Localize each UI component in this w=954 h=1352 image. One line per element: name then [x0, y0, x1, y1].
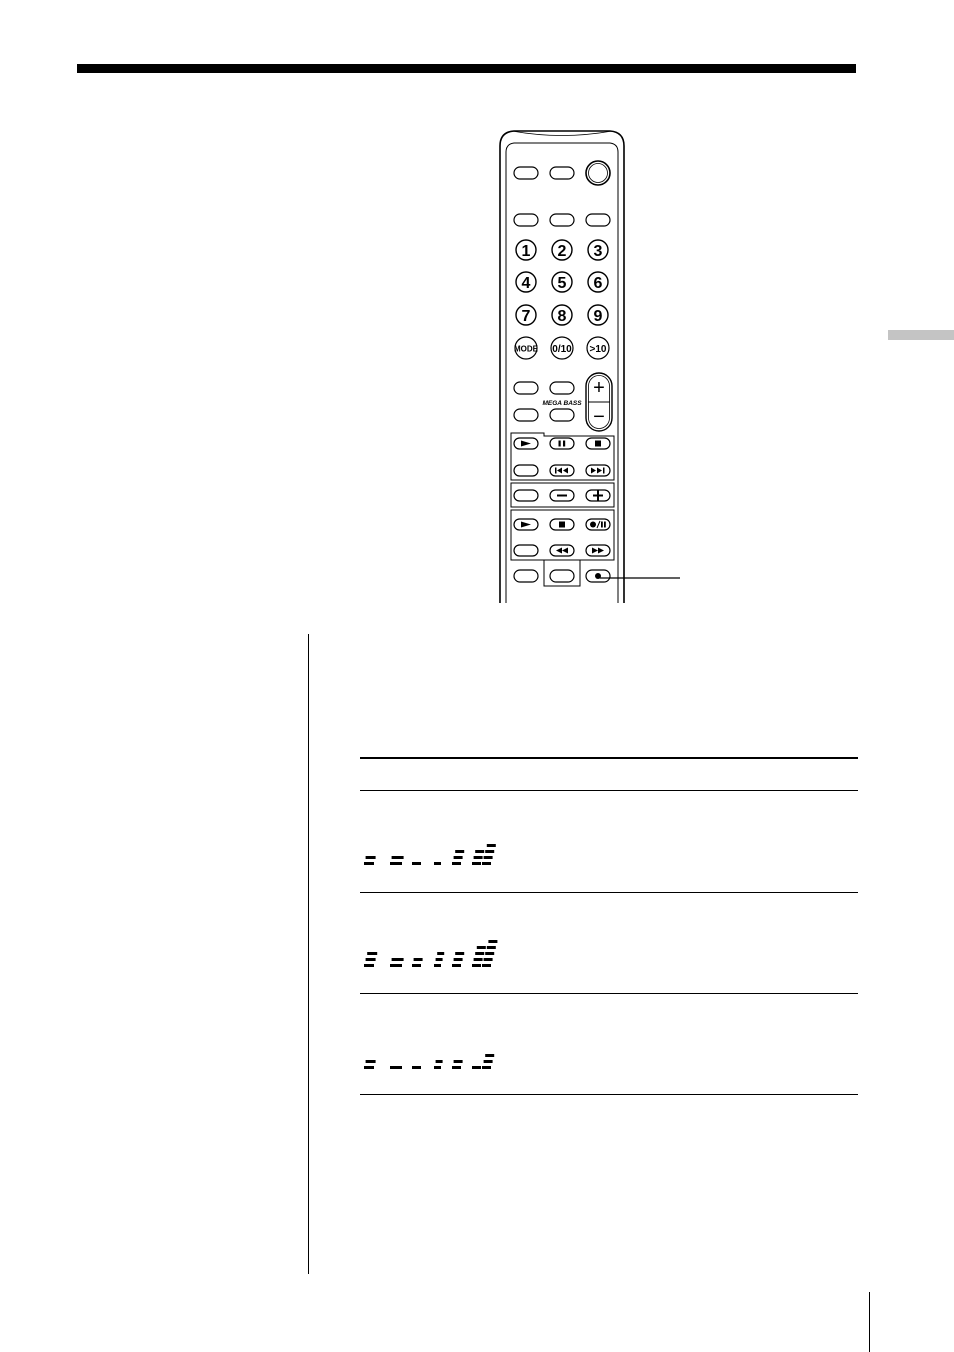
- eq-segment: [414, 958, 423, 961]
- eq-segment: [366, 856, 376, 859]
- eq-band: [434, 952, 444, 967]
- number-key-1[interactable]: [516, 240, 536, 260]
- eq-segment: [482, 964, 491, 967]
- previous-track-icon: [555, 468, 568, 474]
- bottom-key-2[interactable]: [550, 570, 574, 582]
- tape-fast-forward-button[interactable]: [586, 545, 610, 556]
- eq-band: [472, 1066, 481, 1069]
- svg-text:5: 5: [557, 275, 567, 292]
- plus-icon: [593, 491, 603, 501]
- eq-segment: [472, 862, 481, 865]
- mega-bass-label: MEGA BASS: [542, 400, 582, 407]
- tape-rewind-button[interactable]: [550, 545, 574, 556]
- power-button[interactable]: [586, 161, 610, 185]
- eq-segment: [367, 952, 377, 955]
- svg-text:6: 6: [593, 275, 603, 292]
- cd-previous-button[interactable]: [550, 465, 574, 476]
- eq-segment: [392, 958, 404, 961]
- fast-forward-icon: [592, 548, 604, 554]
- eq-segment: [482, 862, 491, 865]
- number-key-9[interactable]: [588, 305, 608, 325]
- tuner-plus-button[interactable]: [586, 490, 610, 501]
- zero-ten-key[interactable]: [551, 337, 573, 359]
- cd-blank-key[interactable]: [514, 465, 538, 476]
- eq-segment: [487, 844, 496, 847]
- number-key-8[interactable]: [552, 305, 572, 325]
- eq-segment: [452, 1066, 461, 1069]
- svg-text:9: 9: [593, 308, 603, 325]
- number-keypad: [516, 240, 608, 325]
- number-key-3[interactable]: [588, 240, 608, 260]
- eq-band: [364, 1060, 376, 1069]
- function-key-3[interactable]: [586, 214, 610, 226]
- eq-segment: [474, 856, 483, 859]
- eq-segment: [477, 946, 486, 949]
- eq-segment: [488, 940, 497, 943]
- eq-band: [482, 940, 497, 967]
- greater-than-ten-key[interactable]: [587, 337, 609, 359]
- number-key-2[interactable]: [552, 240, 572, 260]
- eq-segment: [412, 1066, 421, 1069]
- sleep-key[interactable]: [514, 409, 538, 421]
- eq-segment: [474, 958, 483, 961]
- eq-band: [452, 850, 464, 865]
- eq-band: [452, 1060, 463, 1069]
- eq-segment: [436, 958, 443, 961]
- number-key-5[interactable]: [552, 272, 572, 292]
- eq-segment: [487, 946, 496, 949]
- stop-icon: [559, 522, 565, 528]
- svg-text:7: 7: [521, 308, 531, 325]
- eq-band: [412, 862, 421, 865]
- volume-rocker[interactable]: [586, 373, 612, 431]
- stop-icon: [595, 441, 601, 447]
- eq-segment: [484, 856, 493, 859]
- eq-band: [434, 1060, 443, 1069]
- pause-icon: [559, 441, 561, 447]
- eq-segment: [475, 850, 484, 853]
- svg-text:8: 8: [557, 308, 567, 325]
- eq-curve-display: [360, 1030, 510, 1070]
- eq-segment: [475, 952, 484, 955]
- eq-segment: [390, 1066, 402, 1069]
- top-oval-key-2[interactable]: [550, 167, 574, 179]
- eq-segment: [366, 1060, 376, 1063]
- eq-segment: [455, 850, 464, 853]
- eq-segment: [390, 862, 402, 865]
- table-row-rule: [360, 892, 858, 893]
- eq-segment: [482, 1066, 491, 1069]
- eq-segment: [412, 964, 421, 967]
- record-pause-icon: [590, 521, 606, 528]
- eq-segment: [412, 862, 421, 865]
- mega-bass-key[interactable]: [550, 382, 574, 394]
- timer-key[interactable]: [550, 409, 574, 421]
- eq-segment: [472, 964, 481, 967]
- remote-control-illustration: [492, 128, 632, 603]
- number-key-7[interactable]: [516, 305, 536, 325]
- eq-segment: [437, 952, 444, 955]
- eq-segment: [472, 1066, 481, 1069]
- play-icon: [521, 441, 531, 447]
- eq-band: [390, 856, 404, 865]
- tuner-blank-key[interactable]: [514, 490, 538, 501]
- top-oval-key-1[interactable]: [514, 167, 538, 179]
- eq-band: [482, 1054, 494, 1069]
- svg-text:1: 1: [521, 243, 531, 260]
- tape-blank-key[interactable]: [514, 545, 538, 556]
- next-track-icon: [591, 468, 605, 474]
- cd-pause-button[interactable]: [550, 438, 574, 449]
- eq-segment: [485, 1054, 494, 1057]
- svg-text:>10: >10: [589, 344, 607, 355]
- rewind-icon: [556, 548, 568, 554]
- eq-segment: [434, 964, 441, 967]
- eq-segment: [452, 862, 461, 865]
- cd-stop-button[interactable]: [586, 438, 610, 449]
- eq-segment: [455, 952, 464, 955]
- svg-text:MODE: MODE: [514, 344, 538, 354]
- eq-segment: [392, 856, 404, 859]
- eq-segment: [484, 1060, 493, 1063]
- callout-leader-line: [600, 576, 680, 580]
- cd-next-button[interactable]: [586, 465, 610, 476]
- eq-segment: [454, 1060, 463, 1063]
- eq-segment: [434, 862, 441, 865]
- eq-band: [434, 862, 441, 865]
- margin-rule: [308, 634, 309, 1274]
- section-header-rule: [77, 64, 856, 73]
- function-key-1[interactable]: [514, 214, 538, 226]
- chapter-tab: [888, 330, 954, 340]
- page-number-rule: [869, 1292, 870, 1352]
- eq-segment: [434, 1066, 441, 1069]
- mode-key[interactable]: [514, 337, 539, 359]
- eq-segment: [364, 964, 374, 967]
- tape-stop-button[interactable]: [550, 519, 574, 530]
- svg-text:2: 2: [557, 243, 567, 260]
- eq-band: [390, 1066, 402, 1069]
- eq-band: [390, 958, 404, 967]
- table-bottom-rule: [360, 1094, 858, 1095]
- eq-curve-display: [360, 826, 510, 866]
- eq-segment: [366, 958, 376, 961]
- eq-band: [412, 958, 423, 967]
- eq-band: [452, 952, 464, 967]
- volume-minus-icon: −: [593, 406, 605, 428]
- volume-plus-icon: +: [593, 377, 605, 399]
- eq-segment: [484, 958, 493, 961]
- table-top-rule: [360, 757, 858, 759]
- svg-text:3: 3: [593, 243, 603, 260]
- eq-segment: [436, 1060, 443, 1063]
- eq-segment: [454, 958, 463, 961]
- eq-curve-display: [360, 928, 510, 968]
- eq-segment: [454, 856, 463, 859]
- function-key-2[interactable]: [550, 214, 574, 226]
- eq-band: [364, 952, 377, 967]
- table-row-rule: [360, 993, 858, 994]
- svg-text:4: 4: [521, 275, 531, 292]
- bottom-key-1[interactable]: [514, 570, 538, 582]
- eq-segment: [485, 952, 494, 955]
- tape-play-button[interactable]: [514, 519, 538, 530]
- tape-record-pause-button[interactable]: [586, 519, 610, 530]
- cd-play-button[interactable]: [514, 438, 538, 449]
- table-header-rule: [360, 790, 858, 791]
- display-key[interactable]: [514, 382, 538, 394]
- eq-segment: [390, 964, 402, 967]
- svg-text:0/10: 0/10: [552, 344, 572, 355]
- eq-band: [472, 946, 486, 967]
- eq-segment: [485, 850, 494, 853]
- play-icon: [521, 522, 531, 528]
- minus-icon: [557, 495, 567, 497]
- eq-segment: [364, 1066, 374, 1069]
- eq-segment: [452, 964, 461, 967]
- tuner-minus-button[interactable]: [550, 490, 574, 501]
- eq-band: [482, 844, 496, 865]
- eq-segment: [364, 862, 374, 865]
- number-key-4[interactable]: [516, 272, 536, 292]
- number-key-6[interactable]: [588, 272, 608, 292]
- eq-band: [412, 1066, 421, 1069]
- eq-band: [364, 856, 376, 865]
